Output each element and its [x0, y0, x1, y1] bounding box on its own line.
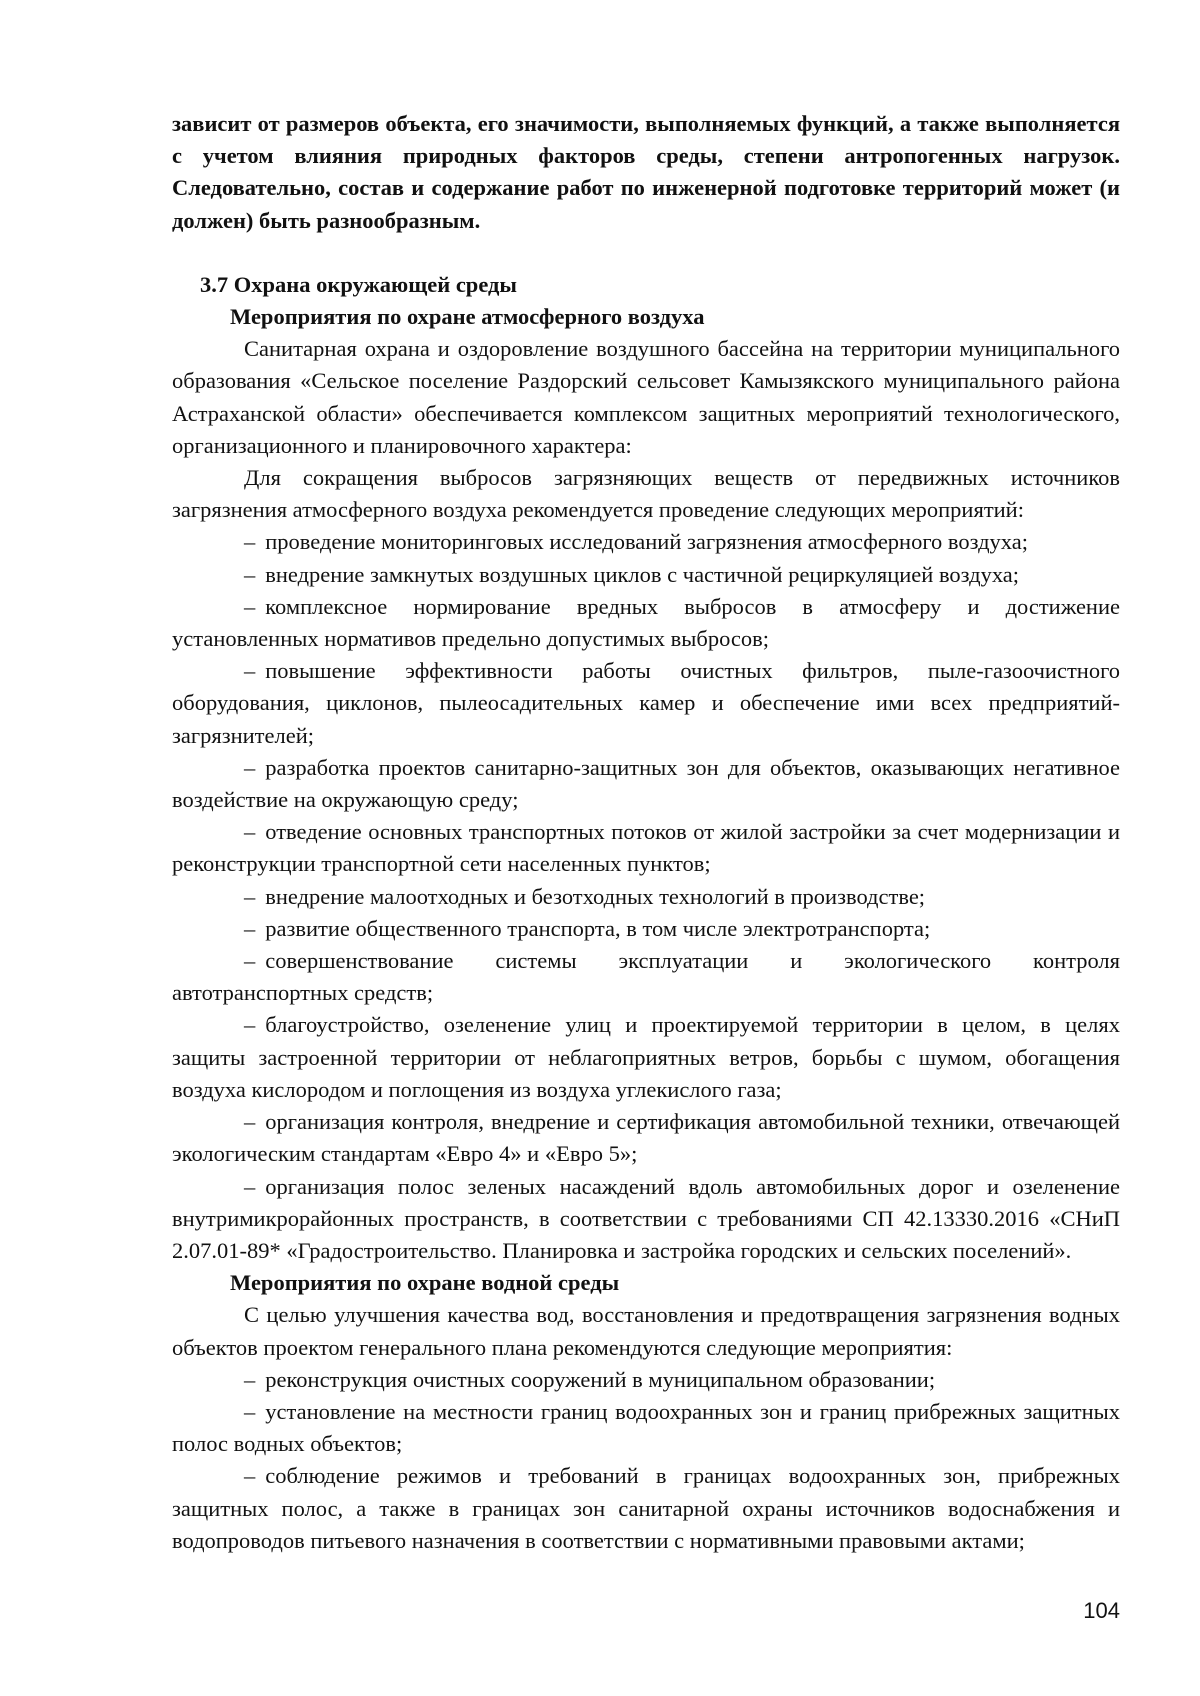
list-item: – реконструкция очистных сооружений в муниципальном образовании;: [244, 1366, 936, 1392]
page-number: 104: [1083, 1598, 1120, 1623]
list-item: – комплексное нормирование вредных выбросов в атмосферу и достижение установленных нормативов предельно допустимых выбросов;: [172, 593, 1120, 652]
list-item: – совершенствование системы эксплуатации и экологического контроля автотранспортных средств;: [172, 948, 1120, 1006]
air-subheading: Мероприятия по охране атмосферного воздуха: [230, 304, 705, 330]
list-item: – повышение эффективности работы очистных фильтров, пыле-газоочистного оборудования, циклонов, пылеосадительных камер и обеспечение ими всех предприятий-загрязнителей;: [172, 658, 1120, 748]
list-item: – проведение мониторинговых исследований загрязнения атмосферного воздуха;: [244, 529, 1028, 555]
list-item: – отведение основных транспортных потоков от жилой застройки за счет модернизации и реконструкции транспортной сети населенных пунктов;: [172, 819, 1120, 877]
list-item: – благоустройство, озеленение улиц и проектируемой территории в целом, в целях защиты застроенной территории от неблагоприятных ветров, борьбы с шумом, обогащения воздуха кислородом и поглощения из воздуха углекислого газа;: [172, 1012, 1120, 1102]
section-heading: 3.7 Охрана окружающей среды: [200, 271, 517, 297]
intro-paragraph: зависит от размеров объекта, его значимости, выполняемых функций, а также выполняется с учетом влияния природных факторов среды, степени антропогенных нагрузок. Следовательно, состав и содержание работ по инженерной подготовке территорий может (и должен) быть разнообразным.: [172, 111, 1120, 233]
document-page: [172, 108, 1120, 1557]
list-item: – внедрение замкнутых воздушных циклов с частичной рециркуляцией воздуха;: [244, 561, 1020, 587]
air-paragraph-1: Санитарная охрана и оздоровление воздушного бассейна на территории муниципального образования «Сельское поселение Раздорский сельсовет Камызякского муниципального района Астраханской области» обеспечивается комплексом защитных мероприятий технологического, организационного и планировочного характера:: [172, 336, 1120, 458]
air-measures-list: [172, 526, 1120, 1267]
list-item: – внедрение малоотходных и безотходных технологий в производстве;: [244, 883, 926, 909]
water-paragraph-1: С целью улучшения качества вод, восстановления и предотвращения загрязнения водных объектов проектом генерального плана рекомендуются следующие мероприятия:: [172, 1302, 1120, 1360]
list-item: – разработка проектов санитарно-защитных зон для объектов, оказывающих негативное воздействие на окружающую среду;: [172, 754, 1120, 813]
air-paragraph-2: Для сокращения выбросов загрязняющих веществ от передвижных источников загрязнения атмосферного воздуха рекомендуется проведение следующих мероприятий:: [172, 465, 1120, 523]
list-item: – соблюдение режимов и требований в границах водоохранных зон, прибрежных защитных полос, а также в границах зон санитарной охраны источников водоснабжения и водопроводов питьевого назначения в соответствии с нормативными правовыми актами;: [172, 1463, 1120, 1553]
list-item: – организация контроля, внедрение и сертификация автомобильной техники, отвечающей экологическим стандартам «Евро 4» и «Евро 5»;: [172, 1109, 1120, 1167]
water-subheading: Мероприятия по охране водной среды: [230, 1270, 620, 1296]
list-item: – установление на местности границ водоохранных зон и границ прибрежных защитных полос водных объектов;: [172, 1398, 1120, 1457]
water-measures-list: [172, 1364, 1120, 1557]
list-item: – организация полос зеленых насаждений вдоль автомобильных дорог и озеленение внутримикрорайонных пространств, в соответствии с требованиями СП 42.13330.2016 «СНиП 2.07.01-89* «Градостроительство. Планировка и застройка городских и сельских поселений».: [172, 1173, 1120, 1263]
list-item: – развитие общественного транспорта, в том числе электротранспорта;: [244, 915, 931, 941]
